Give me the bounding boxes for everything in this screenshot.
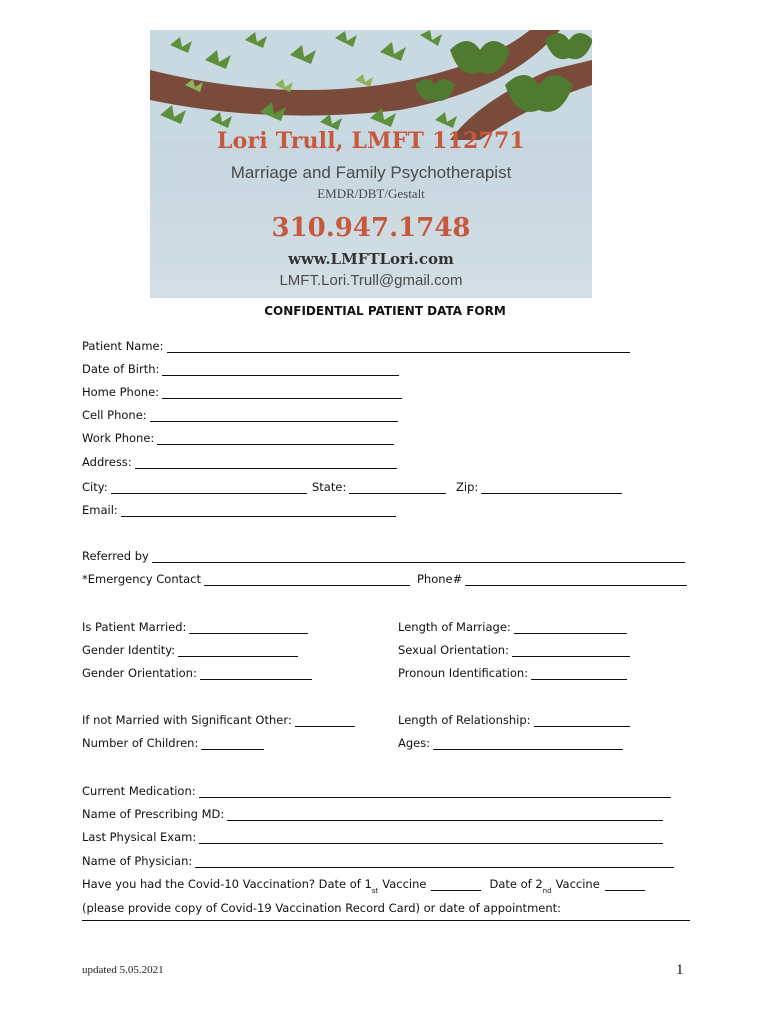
- state-label: State:: [312, 480, 347, 494]
- phone-number-label: Phone#: [417, 572, 463, 586]
- prescribing-md-field[interactable]: [82, 805, 663, 821]
- zip-field[interactable]: [456, 478, 622, 494]
- state-field[interactable]: [312, 478, 446, 494]
- pronoun-label: Pronoun Identification:: [398, 666, 529, 680]
- physical-exam-field[interactable]: [82, 828, 663, 844]
- significant-other-label: If not Married with Significant Other:: [82, 713, 292, 727]
- cell-phone-input[interactable]: [150, 409, 398, 422]
- gender-orientation-field[interactable]: [82, 664, 312, 680]
- married-field[interactable]: [82, 618, 308, 634]
- referred-by-input[interactable]: [152, 550, 685, 563]
- ages-input[interactable]: [433, 737, 623, 750]
- work-phone-label: Work Phone:: [82, 431, 155, 445]
- length-marriage-input[interactable]: [514, 621, 627, 634]
- city-label: City:: [82, 480, 108, 494]
- ages-field[interactable]: [398, 734, 623, 750]
- phone-number-field[interactable]: [417, 570, 687, 586]
- gender-identity-input[interactable]: [178, 644, 298, 657]
- vaccine2-label: Vaccine: [555, 877, 600, 891]
- length-relationship-field[interactable]: [398, 711, 630, 727]
- prescribing-md-label: Name of Prescribing MD:: [82, 807, 225, 821]
- address-input[interactable]: [135, 456, 397, 469]
- covid-question-label: Have you had the Covid-10 Vaccination? Date of 1: [82, 877, 372, 891]
- physical-exam-input[interactable]: [199, 831, 663, 844]
- business-card-image: [150, 30, 592, 298]
- work-phone-field[interactable]: [82, 429, 394, 445]
- zip-input[interactable]: [481, 481, 622, 494]
- length-marriage-field[interactable]: [398, 618, 627, 634]
- emergency-contact-label: *Emergency Contact: [82, 572, 202, 586]
- cell-phone-field[interactable]: [82, 406, 398, 422]
- page-number: 1: [676, 962, 684, 978]
- married-label: Is Patient Married:: [82, 620, 187, 634]
- city-field[interactable]: [82, 478, 307, 494]
- physical-exam-label: Last Physical Exam:: [82, 830, 197, 844]
- covid-vaccine-field[interactable]: Have you had the Covid-10 Vaccination? Date of 1 st Vaccine Date of 2 nd Vaccine: [82, 875, 645, 891]
- email-field[interactable]: [82, 501, 396, 517]
- medication-input[interactable]: [199, 785, 671, 798]
- gender-orientation-input[interactable]: [200, 667, 312, 680]
- physician-field[interactable]: [82, 852, 674, 868]
- sexual-orientation-field[interactable]: [398, 641, 630, 657]
- home-phone-input[interactable]: [162, 386, 402, 399]
- first-vaccine-date-input[interactable]: [431, 878, 481, 891]
- home-phone-label: Home Phone:: [82, 385, 160, 399]
- length-relationship-label: Length of Relationship:: [398, 713, 531, 727]
- medication-label: Current Medication:: [82, 784, 196, 798]
- email-label: Email:: [82, 503, 118, 517]
- date2-label: Date of 2: [489, 877, 543, 891]
- emergency-contact-input[interactable]: [204, 573, 410, 586]
- significant-other-field[interactable]: [82, 711, 355, 727]
- referred-by-field[interactable]: [82, 547, 685, 563]
- address-label: Address:: [82, 455, 132, 469]
- dob-input[interactable]: [162, 363, 399, 376]
- physician-label: Name of Physician:: [82, 854, 193, 868]
- children-input[interactable]: [201, 737, 264, 750]
- patient-name-input[interactable]: [167, 340, 630, 353]
- pronoun-input[interactable]: [531, 667, 627, 680]
- sexual-orientation-input[interactable]: [512, 644, 630, 657]
- card-subtitle: Marriage and Family Psychotherapist: [230, 163, 512, 182]
- form-divider: [82, 920, 690, 921]
- significant-other-input[interactable]: [295, 714, 355, 727]
- zip-label: Zip:: [456, 480, 479, 494]
- medication-field[interactable]: [82, 782, 671, 798]
- cell-phone-label: Cell Phone:: [82, 408, 147, 422]
- updated-date: updated 5.05.2021: [82, 964, 164, 976]
- form-title: CONFIDENTIAL PATIENT DATA FORM: [264, 304, 506, 318]
- card-phone: 310.947.1748: [271, 213, 471, 243]
- card-website: www.LMFTLori.com: [288, 250, 454, 268]
- butterfly-tree-illustration: [150, 30, 592, 140]
- gender-orientation-label: Gender Orientation:: [82, 666, 197, 680]
- pronoun-field[interactable]: [398, 664, 627, 680]
- card-email: LMFT.Lori.Trull@gmail.com: [279, 272, 463, 289]
- gender-identity-field[interactable]: [82, 641, 298, 657]
- card-name: Lori Trull, LMFT 112771: [216, 128, 526, 154]
- dob-field[interactable]: [82, 360, 399, 376]
- gender-identity-label: Gender Identity:: [82, 643, 176, 657]
- emergency-contact-field[interactable]: [82, 570, 410, 586]
- children-field[interactable]: [82, 734, 264, 750]
- married-input[interactable]: [189, 621, 308, 634]
- physician-input[interactable]: [195, 855, 674, 868]
- address-field[interactable]: [82, 453, 397, 469]
- city-input[interactable]: [111, 481, 307, 494]
- covid-note: [82, 899, 561, 915]
- covid-note-text: (please provide copy of Covid-19 Vaccination Record Card) or date of appointment:: [82, 901, 562, 915]
- second-vaccine-date-input[interactable]: [605, 878, 645, 891]
- patient-name-field[interactable]: [82, 337, 630, 353]
- patient-name-label: Patient Name:: [82, 339, 164, 353]
- children-label: Number of Children:: [82, 736, 199, 750]
- vaccine1-label: Vaccine: [382, 877, 427, 891]
- phone-number-input[interactable]: [465, 573, 687, 586]
- length-marriage-label: Length of Marriage:: [398, 620, 511, 634]
- sexual-orientation-label: Sexual Orientation:: [398, 643, 509, 657]
- ages-label: Ages:: [398, 736, 431, 750]
- home-phone-field[interactable]: [82, 383, 402, 399]
- prescribing-md-input[interactable]: [227, 808, 663, 821]
- email-input[interactable]: [121, 504, 396, 517]
- state-input[interactable]: [349, 481, 446, 494]
- length-relationship-input[interactable]: [534, 714, 630, 727]
- referred-by-label: Referred by: [82, 549, 149, 563]
- card-specialties: EMDR/DBT/Gestalt: [317, 186, 425, 201]
- dob-label: Date of Birth:: [82, 362, 160, 376]
- work-phone-input[interactable]: [157, 432, 394, 445]
